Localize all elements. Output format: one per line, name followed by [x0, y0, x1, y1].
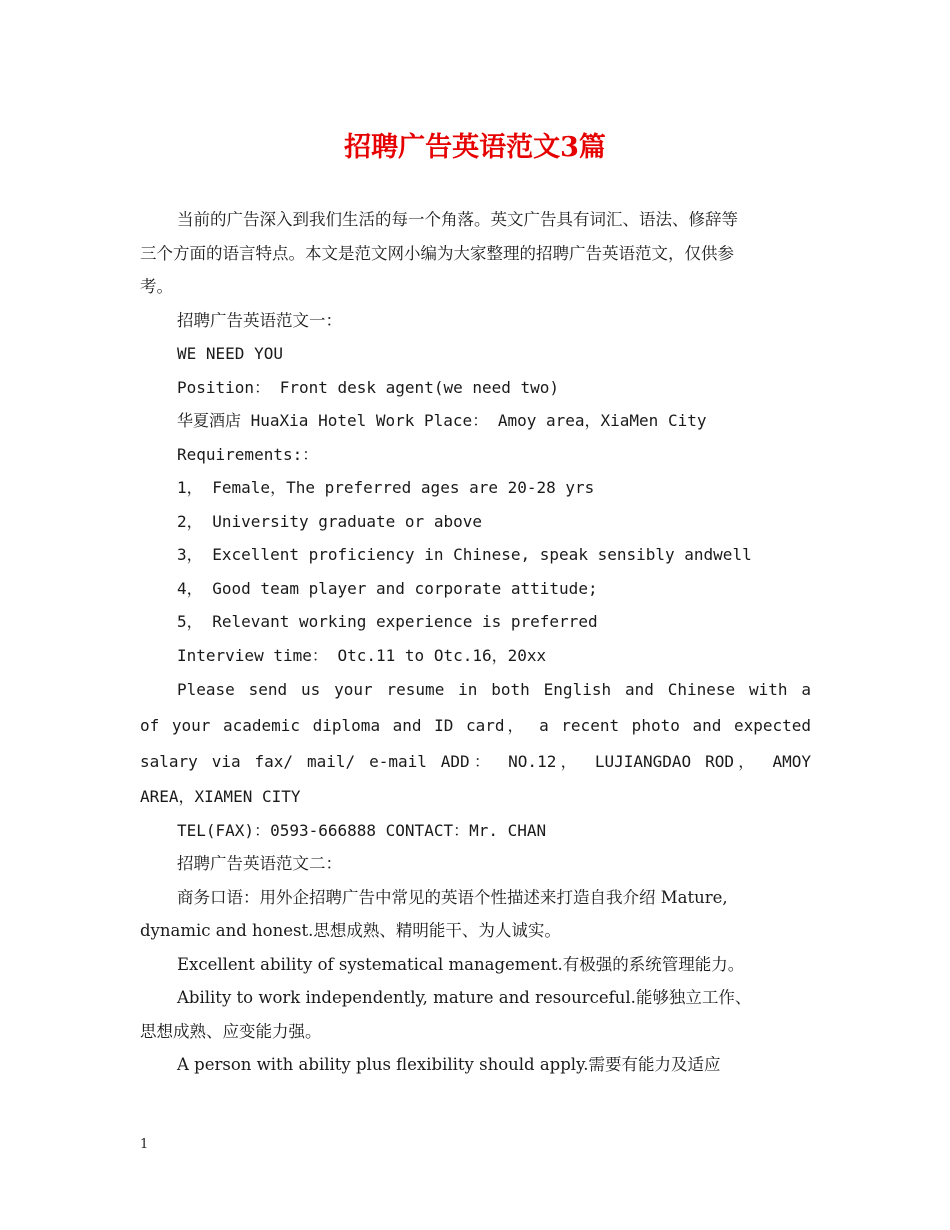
- sample2-line: A person with ability plus flexibility should apply.需要有能力及适应: [177, 1055, 721, 1074]
- intro-line: 三个方面的语言特点。本文是范文网小编为大家整理的招聘广告英语范文，仅供参: [140, 243, 734, 263]
- sample1-line: 华夏酒店 HuaXia Hotel Work Place： Amoy area，XiaMen City: [177, 411, 707, 430]
- document-body: [140, 203, 811, 1082]
- sample2-line: Ability to work independently, mature and resourceful.能够独立工作、: [177, 988, 752, 1007]
- requirement-item: 1， Female，The preferred ages are 20-28 yrs: [177, 478, 595, 497]
- intro-line: 当前的广告深入到我们生活的每一个角落。英文广告具有词汇、语法、修辞等: [177, 210, 738, 229]
- interview-time: Interview time： Otc.11 to Otc.16，20xx: [177, 645, 547, 665]
- requirement-item: 4， Good team player and corporate attitude;: [177, 578, 598, 598]
- send-paragraph-line: of your academic diploma and ID card， a recent photo and expected: [140, 716, 811, 735]
- intro-line: 考。: [140, 277, 173, 296]
- page-number: 1: [140, 1137, 149, 1152]
- sample1-heading: 招聘广告英语范文一：: [177, 310, 342, 330]
- send-paragraph-line: salary via fax/ mail/ e-mail ADD： NO.12， LUJIANGDAO ROD， AMOY: [140, 752, 811, 771]
- requirement-item: 2， University graduate or above: [177, 511, 482, 531]
- contact-line: TEL(FAX)：0593-666888 CONTACT：Mr. CHAN: [177, 820, 547, 840]
- send-paragraph-line: AREA，XIAMEN CITY: [140, 787, 301, 806]
- requirement-item: 5， Relevant working experience is preferred: [177, 612, 598, 631]
- sample1-line: Requirements:：: [177, 444, 319, 464]
- sample2-line: 思想成熟、应变能力强。: [140, 1021, 322, 1041]
- sample2-line: dynamic and honest.思想成熟、精明能干、为人诚实。: [140, 921, 561, 940]
- sample2-line: 商务口语：用外企招聘广告中常见的英语个性描述来打造自我介绍 Mature,: [177, 887, 728, 907]
- page-title: 招聘广告英语范文3篇: [344, 132, 606, 163]
- sample2-heading: 招聘广告英语范文二：: [177, 854, 342, 873]
- send-paragraph-line: Please send us your resume in both English and Chinese with a: [177, 680, 811, 699]
- sample1-line: WE NEED YOU: [177, 344, 283, 363]
- requirement-item: 3， Excellent proficiency in Chinese, speak sensibly andwell: [177, 545, 752, 564]
- sample1-line: Position： Front desk agent(we need two): [177, 377, 560, 397]
- sample2-line: Excellent ability of systematical management.有极强的系统管理能力。: [177, 954, 745, 974]
